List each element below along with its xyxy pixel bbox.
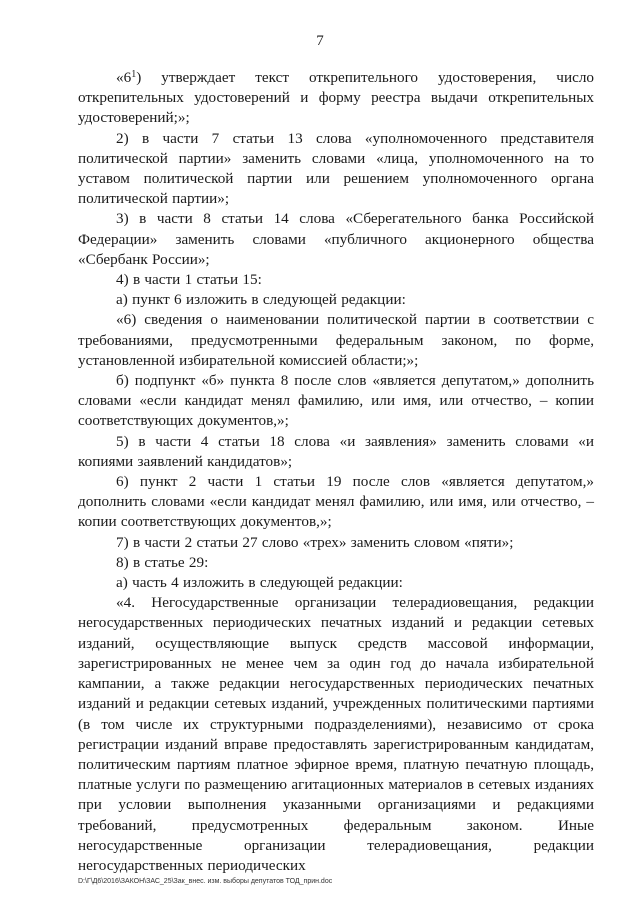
paragraph-item-7: 7) в части 2 статьи 27 слово «трех» заменить словом «пяти»;	[116, 533, 514, 551]
paragraph-subitem-b: б) подпункт «б» пункта 8 после слов «является депутатом,» дополнить словами «если кандидат менял фамилию, или имя, или отчество, – копии соответствующих документов,»;	[78, 372, 594, 430]
superscript: 1	[131, 69, 137, 80]
paragraph-subitem-a: а) пункт 6 изложить в следующей редакции:	[116, 291, 406, 309]
file-path-footer: D:\Г\Д6\2016\ЗАКОН\ЗАС_25\Зак_внес. изм. выборы депутатов ТОД_прин.doc	[78, 878, 333, 885]
paragraph-quote-4: «4. Негосударственные организации телерадиовещания, редакции негосударственных периодических печатных изданий и редакции сетевых изданий, осуществляющие выпуск средств массовой информации, зарегистрированных не менее чем за один год до начала избирательной кампании, а также редакции негосударственных периодических печатных изданий и редакции сетевых изданий, учрежденных политическими партиями (в том числе их структурными подразделениями), независимо от срока регистрации изданий вправе предоставлять зарегистрированным кандидатам, политическим партиям платное эфирное время, платную печатную площадь, платные услуги по размещению агитационных материалов в сетевых изданиях при условии выполнения указанными организациями и редакциями требований, предусмотренных федеральным законом. Иные негосударственные организации телерадиовещания, редакции негосударственных периодических	[78, 594, 594, 874]
paragraph-item-3: 3) в части 8 статьи 14 слова «Сберегательного банка Российской Федерации» заменить словами «публичного акционерного общества «Сбербанк России»;	[78, 210, 594, 268]
document-body	[78, 68, 594, 876]
paragraph-item-6: 6) пункт 2 части 1 статьи 19 после слов «является депутатом,» дополнить словами «если кандидат менял фамилию, или имя, или отчество, – копии соответствующих документов,»;	[78, 473, 594, 531]
paragraph-text: «6	[116, 69, 132, 86]
paragraph-subitem-a-2: а) часть 4 изложить в следующей редакции:	[116, 574, 403, 592]
paragraph-item-5: 5) в части 4 статьи 18 слова «и заявления» заменить словами «и копиями заявлений кандидатов»;	[78, 432, 594, 470]
paragraph-item-4: 4) в части 1 статьи 15:	[116, 271, 262, 289]
paragraph-text: ) утверждает текст открепительного удостоверения, число открепительных удостоверений и форму реестра выдачи открепительных удостоверений;»;	[78, 69, 594, 127]
paragraph-quote-6: «6) сведения о наименовании политической партии в соответствии с требованиями, предусмотренными федеральным законом, по форме, установленной избирательной комиссией области;»;	[78, 311, 594, 369]
page-number: 7	[316, 33, 324, 49]
paragraph-item-2: 2) в части 7 статьи 13 слова «уполномоченного представителя политической партии» заменить словами «лица, уполномоченного на то уставом политической партии или решением уполномоченного органа политической партии»;	[78, 129, 594, 208]
paragraph-item-6-1	[78, 68, 594, 129]
paragraph-item-8: 8) в статье 29:	[116, 553, 209, 571]
